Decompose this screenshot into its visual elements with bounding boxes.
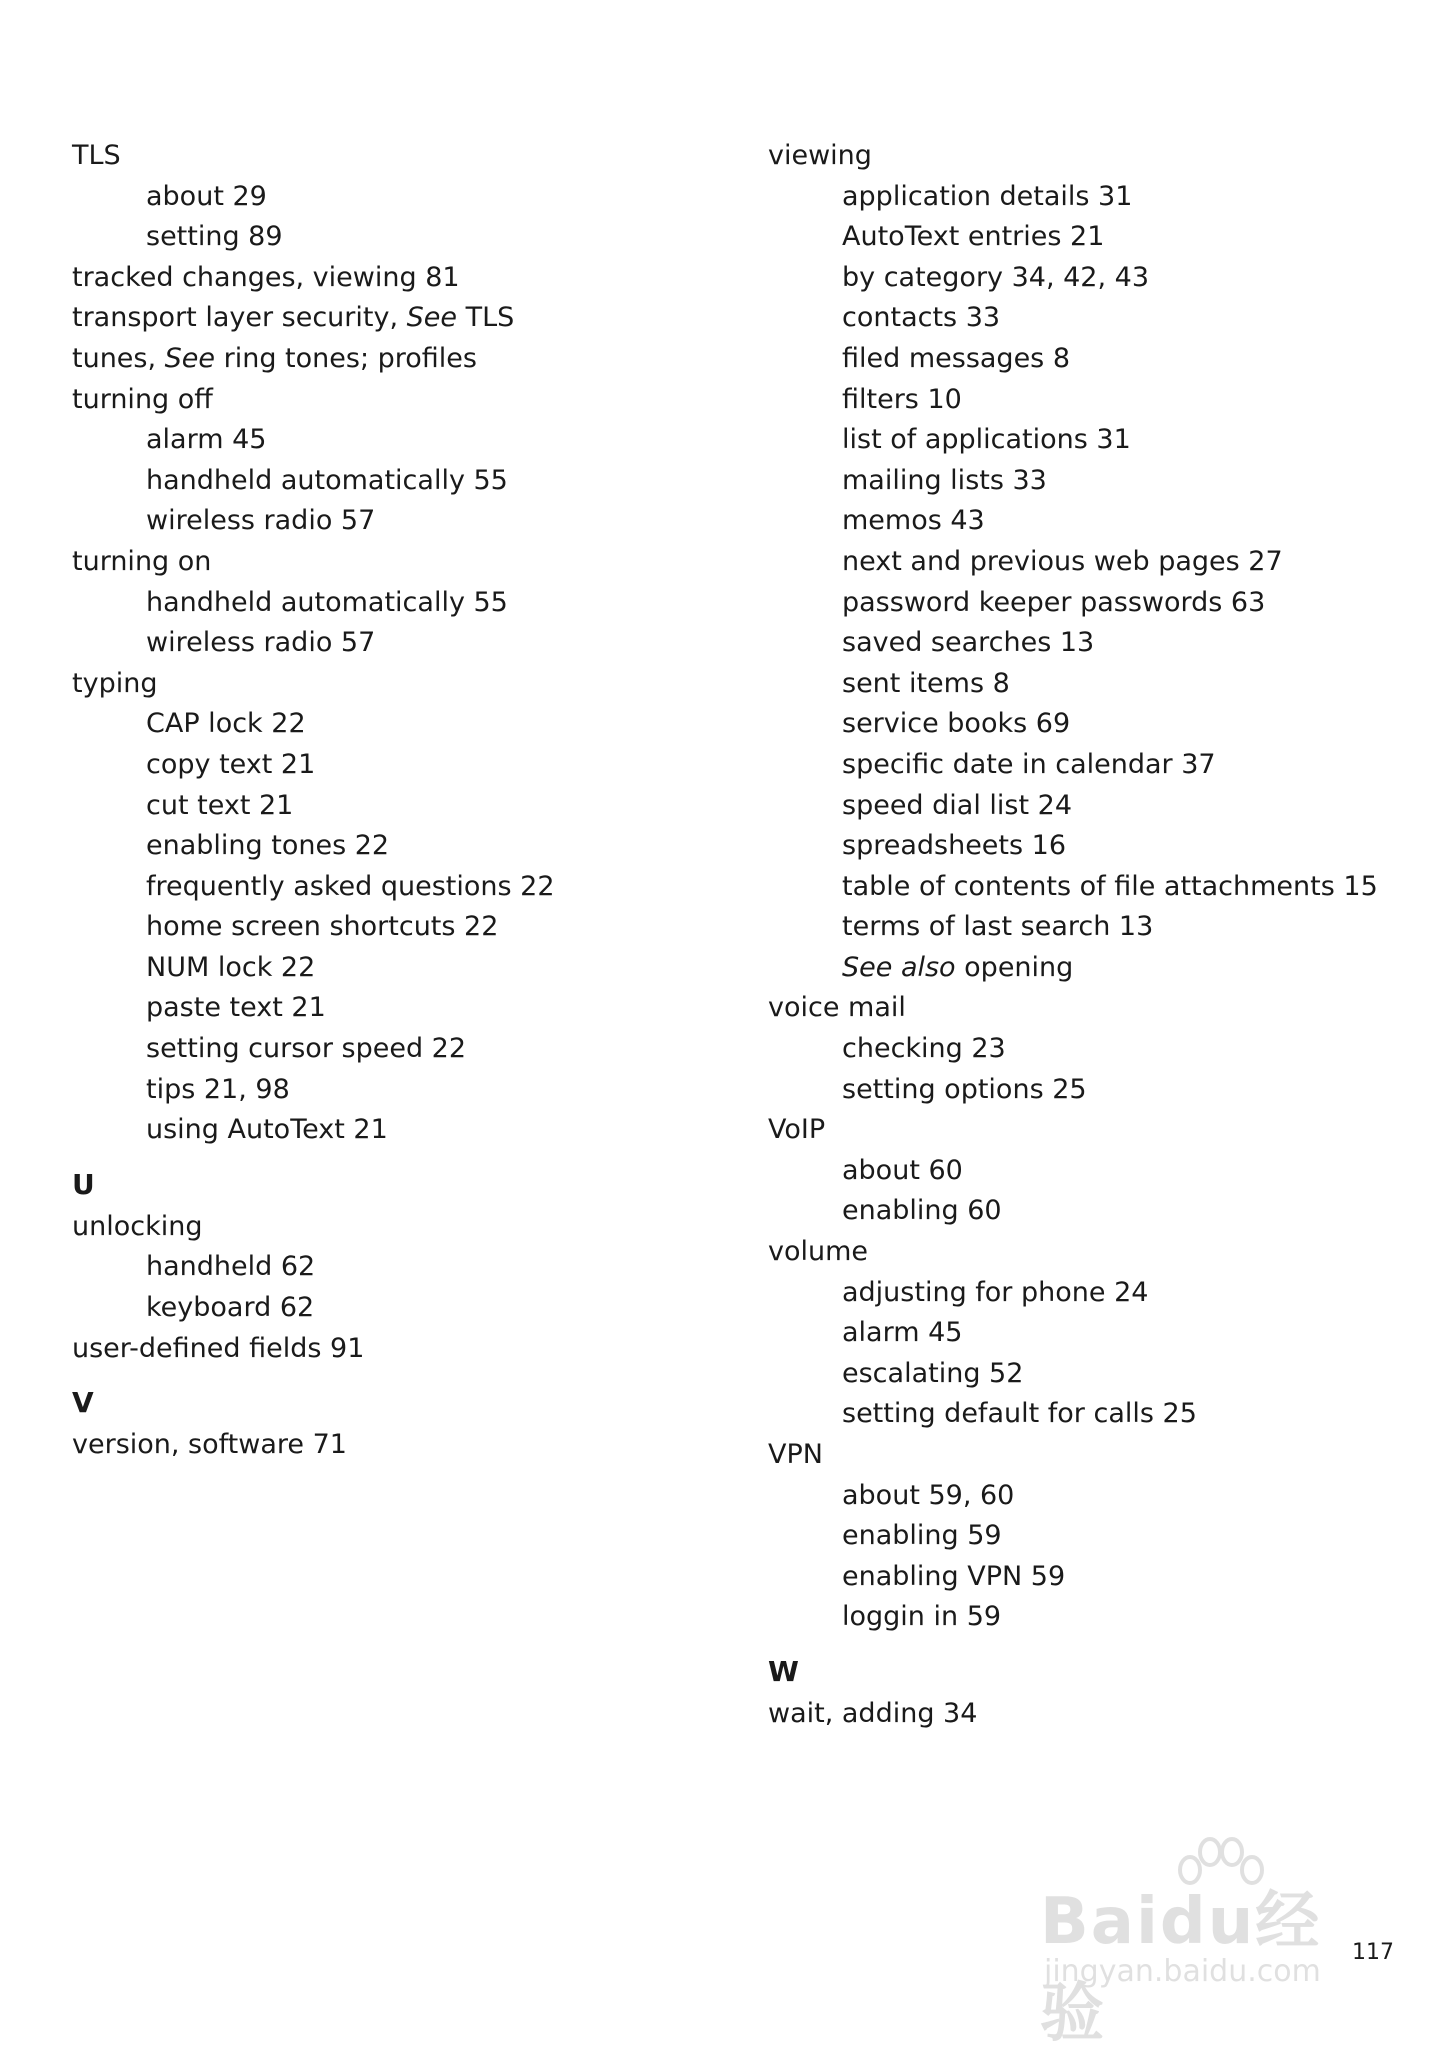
watermark-url: jingyan.baidu.com bbox=[1044, 1954, 1321, 1989]
index-entry bbox=[72, 136, 712, 177]
index-subentry bbox=[768, 177, 1408, 218]
see-target: ring tones; profiles bbox=[215, 342, 477, 374]
index-subentry bbox=[768, 1354, 1408, 1395]
entry-text: service books 69 bbox=[842, 708, 1071, 740]
index-entry bbox=[72, 258, 712, 299]
entry-text: tips 21, 98 bbox=[146, 1073, 290, 1105]
index-column-left bbox=[72, 136, 712, 1466]
index-subentry bbox=[768, 258, 1408, 299]
entry-text: VPN bbox=[768, 1439, 823, 1470]
see-target: TLS bbox=[457, 302, 515, 334]
entry-text: alarm 45 bbox=[146, 424, 267, 456]
index-letter-heading: V bbox=[72, 1386, 94, 1420]
entry-text: unlocking bbox=[72, 1210, 203, 1242]
index-entry bbox=[72, 298, 712, 339]
entry-text: paste text 21 bbox=[146, 992, 326, 1024]
entry-text: about 29 bbox=[146, 180, 267, 212]
entry-text: enabling tones 22 bbox=[146, 830, 390, 862]
index-entry bbox=[768, 1694, 1408, 1735]
index-letter-heading: W bbox=[768, 1654, 799, 1688]
entry-text: wireless radio 57 bbox=[146, 627, 376, 659]
entry-text: enabling VPN 59 bbox=[842, 1560, 1066, 1592]
entry-text: spreadsheets 16 bbox=[842, 830, 1067, 862]
entry-text: setting 89 bbox=[146, 221, 283, 253]
entry-text: terms of last search 13 bbox=[842, 911, 1154, 943]
index-entry bbox=[768, 1435, 1408, 1476]
entry-text: user-defined fields 91 bbox=[72, 1332, 365, 1364]
entry-text: table of contents of file attachments 15 bbox=[842, 870, 1378, 902]
index-subentry bbox=[72, 907, 712, 948]
index-subentry bbox=[768, 786, 1408, 827]
entry-text: home screen shortcuts 22 bbox=[146, 911, 499, 943]
entry-text: memos 43 bbox=[842, 505, 985, 537]
see-reference: See bbox=[406, 302, 458, 334]
index-subentry bbox=[768, 420, 1408, 461]
entry-text: application details 31 bbox=[842, 180, 1133, 212]
index-subentry bbox=[768, 298, 1408, 339]
entry-text: specific date in calendar 37 bbox=[842, 748, 1216, 780]
page-number: 117 bbox=[1352, 1940, 1394, 1965]
index-subentry bbox=[768, 583, 1408, 624]
index-entry bbox=[72, 664, 712, 705]
entry-text: handheld 62 bbox=[146, 1251, 316, 1283]
index-subentry bbox=[72, 501, 712, 542]
entry-text: typing bbox=[72, 667, 158, 699]
index-subentry bbox=[72, 217, 712, 258]
index-subentry bbox=[72, 1247, 712, 1288]
index-subentry bbox=[72, 623, 712, 664]
entry-text: copy text 21 bbox=[146, 748, 316, 780]
index-subentry bbox=[768, 380, 1408, 421]
entry-text: contacts 33 bbox=[842, 302, 1001, 334]
entry-text: password keeper passwords 63 bbox=[842, 586, 1266, 618]
index-subentry bbox=[768, 664, 1408, 705]
index-subentry bbox=[768, 461, 1408, 502]
entry-text: VoIP bbox=[768, 1114, 826, 1146]
entry-text: filed messages 8 bbox=[842, 342, 1071, 374]
entry-text: speed dial list 24 bbox=[842, 789, 1073, 821]
index-subentry bbox=[72, 1029, 712, 1070]
index-subentry bbox=[768, 1313, 1408, 1354]
index-subentry bbox=[768, 1394, 1408, 1435]
entry-text: transport layer security, bbox=[72, 302, 407, 334]
index-subentry bbox=[768, 948, 1408, 989]
index-column-right bbox=[768, 136, 1408, 1735]
entry-text: TLS bbox=[72, 140, 121, 171]
index-subentry bbox=[72, 1110, 712, 1151]
index-subentry bbox=[768, 1151, 1408, 1192]
see-target: opening bbox=[955, 951, 1074, 983]
entry-text: tracked changes, viewing 81 bbox=[72, 261, 460, 293]
index-subentry bbox=[72, 867, 712, 908]
index-subentry bbox=[72, 745, 712, 786]
index-subentry bbox=[72, 420, 712, 461]
entry-text: mailing lists 33 bbox=[842, 464, 1047, 496]
entry-text: tunes, bbox=[72, 342, 165, 374]
entry-text: about 59, 60 bbox=[842, 1479, 1015, 1511]
entry-text: setting options 25 bbox=[842, 1073, 1087, 1105]
index-subentry bbox=[768, 217, 1408, 258]
index-subentry bbox=[768, 1597, 1408, 1638]
index-subentry bbox=[768, 1476, 1408, 1517]
index-entry bbox=[768, 988, 1408, 1029]
entry-text: viewing bbox=[768, 140, 872, 171]
index-entry bbox=[768, 1232, 1408, 1273]
entry-text: frequently asked questions 22 bbox=[146, 870, 555, 902]
index-subentry bbox=[768, 623, 1408, 664]
index-subentry bbox=[768, 1029, 1408, 1070]
entry-text: version, software 71 bbox=[72, 1429, 347, 1461]
entry-text: sent items 8 bbox=[842, 667, 1010, 699]
entry-text: list of applications 31 bbox=[842, 424, 1131, 456]
entry-text: setting default for calls 25 bbox=[842, 1398, 1197, 1430]
index-subentry bbox=[768, 1191, 1408, 1232]
index-entry bbox=[768, 136, 1408, 177]
index-subentry bbox=[768, 1516, 1408, 1557]
index-subentry bbox=[768, 745, 1408, 786]
index-subentry bbox=[72, 988, 712, 1029]
entry-text: enabling 60 bbox=[842, 1195, 1002, 1227]
entry-text: next and previous web pages 27 bbox=[842, 545, 1283, 577]
entry-text: volume bbox=[768, 1236, 869, 1268]
entry-text: by category 34, 42, 43 bbox=[842, 261, 1150, 293]
index-letter-heading: U bbox=[72, 1167, 95, 1201]
entry-text: about 60 bbox=[842, 1154, 963, 1186]
index-subentry bbox=[72, 583, 712, 624]
entry-text: keyboard 62 bbox=[146, 1292, 315, 1324]
index-entry bbox=[72, 1425, 712, 1466]
entry-text: handheld automatically 55 bbox=[146, 464, 508, 496]
entry-text: turning on bbox=[72, 545, 212, 577]
index-subentry bbox=[72, 461, 712, 502]
see-reference: See also bbox=[842, 951, 956, 983]
watermark-brand: Baidu经验 bbox=[1040, 1885, 1322, 2051]
entry-text: cut text 21 bbox=[146, 789, 294, 821]
entry-text: AutoText entries 21 bbox=[842, 221, 1105, 253]
index-subentry bbox=[768, 542, 1408, 583]
index-subentry bbox=[72, 177, 712, 218]
entry-text: escalating 52 bbox=[842, 1357, 1024, 1389]
index-entry bbox=[72, 339, 712, 380]
entry-text: filters 10 bbox=[842, 383, 962, 415]
watermark bbox=[1040, 1830, 1380, 2051]
index-subentry bbox=[768, 1070, 1408, 1111]
index-entry bbox=[72, 1207, 712, 1248]
index-subentry bbox=[72, 704, 712, 745]
index-subentry bbox=[768, 1557, 1408, 1598]
index-entry bbox=[72, 542, 712, 583]
index-subentry bbox=[72, 948, 712, 989]
index-subentry bbox=[72, 1070, 712, 1111]
entry-text: loggin in 59 bbox=[842, 1601, 1002, 1633]
index-entry bbox=[72, 1329, 712, 1370]
entry-text: handheld automatically 55 bbox=[146, 586, 508, 618]
index-subentry bbox=[72, 1288, 712, 1329]
entry-text: setting cursor speed 22 bbox=[146, 1033, 467, 1065]
index-entry bbox=[72, 380, 712, 421]
entry-text: NUM lock 22 bbox=[146, 951, 316, 983]
see-reference: See bbox=[164, 342, 216, 374]
index-subentry bbox=[768, 1273, 1408, 1314]
entry-text: checking 23 bbox=[842, 1033, 1006, 1065]
index-subentry bbox=[768, 339, 1408, 380]
index-entry bbox=[768, 1110, 1408, 1151]
entry-text: alarm 45 bbox=[842, 1317, 963, 1349]
index-subentry bbox=[768, 907, 1408, 948]
entry-text: adjusting for phone 24 bbox=[842, 1276, 1149, 1308]
entry-text: CAP lock 22 bbox=[146, 708, 306, 740]
entry-text: using AutoText 21 bbox=[146, 1114, 388, 1146]
index-subentry bbox=[768, 826, 1408, 867]
entry-text: saved searches 13 bbox=[842, 627, 1095, 659]
entry-text: enabling 59 bbox=[842, 1520, 1002, 1552]
index-subentry bbox=[72, 826, 712, 867]
entry-text: voice mail bbox=[768, 992, 906, 1024]
index-subentry bbox=[768, 867, 1408, 908]
index-subentry bbox=[768, 704, 1408, 745]
index-subentry bbox=[768, 501, 1408, 542]
entry-text: wireless radio 57 bbox=[146, 505, 376, 537]
index-subentry bbox=[72, 786, 712, 827]
entry-text: wait, adding 34 bbox=[768, 1697, 978, 1729]
entry-text: turning off bbox=[72, 383, 213, 415]
